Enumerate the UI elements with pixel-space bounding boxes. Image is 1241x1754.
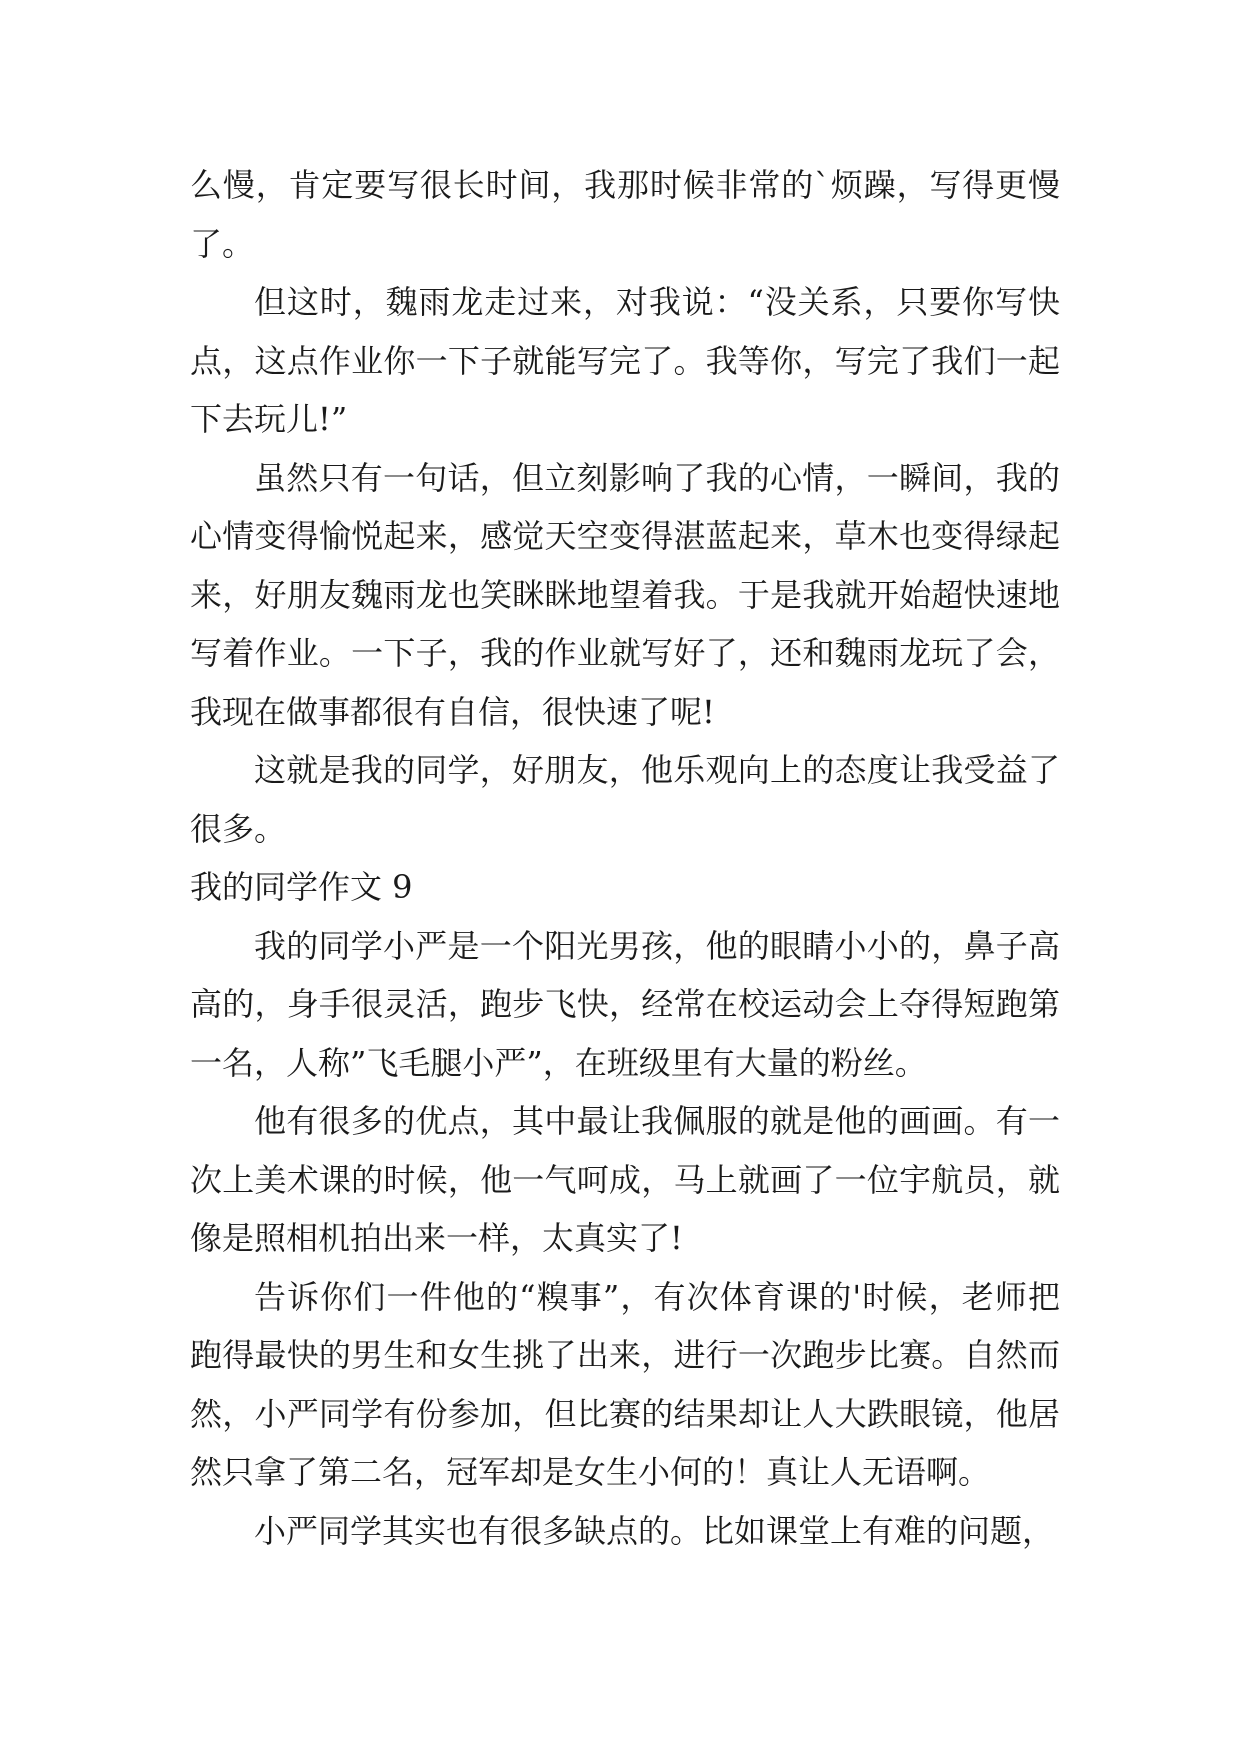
paragraph: 这就是我的同学，好朋友，他乐观向上的态度让我受益了很多。 xyxy=(190,751,1060,848)
document-body xyxy=(190,156,1060,1560)
paragraph-continued: 么慢，肯定要写很长时间，我那时候非常的`烦躁，写得更慢了。 xyxy=(190,166,1060,263)
paragraph: 我的同学小严是一个阳光男孩，他的眼睛小小的，鼻子高高的，身手很灵活，跑步飞快，经常在校运动会上夺得短跑第一名，人称”飞毛腿小严”，在班级里有大量的粉丝。 xyxy=(190,926,1060,1082)
section-title: 我的同学作文 9 xyxy=(190,868,413,906)
paragraph: 告诉你们一件他的“糗事”，有次体育课的'时候，老师把跑得最快的男生和女生挑了出来，进行一次跑步比赛。自然而然，小严同学有份参加，但比赛的结果却让人大跌眼镜，他居然只拿了第二名，冠军却是女生小何的！真让人无语啊。 xyxy=(190,1277,1060,1491)
paragraph: 他有很多的优点，其中最让我佩服的就是他的画画。有一次上美术课的时候，他一气呵成，马上就画了一位宇航员，就像是照相机拍出来一样，太真实了! xyxy=(190,1102,1060,1257)
paragraph: 小严同学其实也有很多缺点的。比如课堂上有难的问题， xyxy=(254,1511,1055,1550)
paragraph: 但这时，魏雨龙走过来，对我说：“没关系，只要你写快点，这点作业你一下子就能写完了。我等你，写完了我们一起下去玩儿!” xyxy=(190,283,1060,438)
paragraph: 虽然只有一句话，但立刻影响了我的心情，一瞬间，我的心情变得愉悦起来，感觉天空变得湛蓝起来，草木也变得绿起来，好朋友魏雨龙也笑眯眯地望着我。于是我就开始超快速地写着作业。一下子，我的作业就写好了，还和魏雨龙玩了会，我现在做事都很有自信，很快速了呢! xyxy=(190,458,1060,731)
